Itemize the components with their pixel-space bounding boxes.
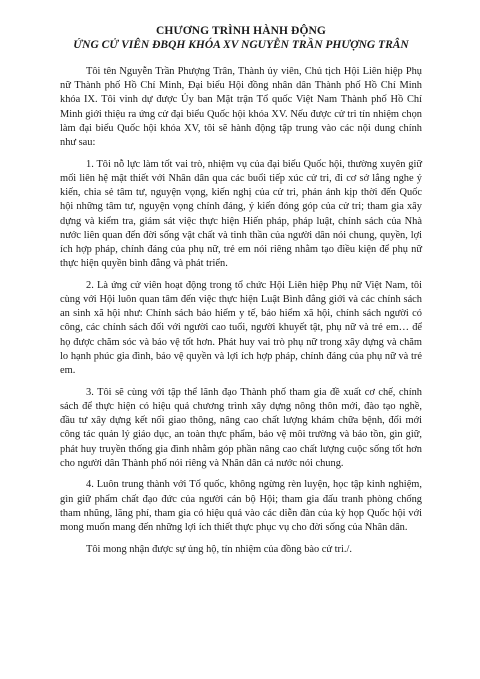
action-item-1: 1. Tôi nỗ lực làm tốt vai trò, nhiệm vụ của đại biểu Quốc hội, thường xuyên giữ mối liên hệ mật thiết với Nhân dân qua các buổi tiếp xúc cử tri, đi cơ sở lắng nghe ý kiến, chia sẻ tâm tư, nguyện vọng, kiến nghị của cử tri, phản ánh kịp thời đến Quốc hội những tâm tư, nguyện vọng chính đáng, ý kiến đóng góp của cử tri; tham gia xây dựng và kiểm tra, giám sát việc thực hiện Hiến pháp, pháp luật, chính sách của Nhà nước liên quan đến đời sống vật chất và tinh thần của người dân nói chung, quyền, lợi ích hợp pháp, chính đáng của phụ nữ, trẻ em nói riêng nhằm tạo điều kiện để phụ nữ thực hiện quyền bình đẳng và phát triển. <box>60 158 422 270</box>
document-title: CHƯƠNG TRÌNH HÀNH ĐỘNG <box>156 25 326 37</box>
action-item-4: 4. Luôn trung thành với Tổ quốc, không ngừng rèn luyện, học tập kinh nghiệm, gìn giữ phẩm chất đạo đức của người cán bộ Hội; tham gia đấu tranh phòng chống tham nhũng, lãng phí, tham gia có hiệu quả vào các diễn đàn của kỳ họp Quốc hội với mong muốn mang đến những lợi ích thiết thực phục vụ cho đời sống của Nhân dân. <box>60 479 422 534</box>
closing-paragraph: Tôi mong nhận được sự ủng hộ, tín nhiệm của đồng bào cử tri./. <box>86 543 352 555</box>
intro-paragraph: Tôi tên Nguyễn Trần Phượng Trân, Thành ủy viên, Chủ tịch Hội Liên hiệp Phụ nữ Thành phố Hồ Chí Minh, Đại biểu Hội đồng nhân dân Thành phố Hồ Chí Minh khóa IX. Tôi vinh dự được Ủy ban Mặt trận Tổ quốc Việt Nam Thành phố Hồ Chí Minh giới thiệu ra ứng cử đại biểu Quốc hội khóa XV. Nếu được cử tri tín nhiệm chọn làm đại biểu Quốc hội khóa XV, tôi sẽ hành động tập trung vào các nội dung chính như sau: <box>60 66 422 149</box>
action-item-2: 2. Là ứng cử viên hoạt động trong tổ chức Hội Liên hiệp Phụ nữ Việt Nam, tôi cùng với Hội luôn quan tâm đến việc thực hiện Luật Bình đẳng giới và các chính sách an sinh xã hội như: Chính sách bảo hiểm y tế, bảo hiểm xã hội, chính sách người có công, các chính sách đối với người cao tuổi, người khuyết tật, phụ nữ và trẻ em… để họ được chăm sóc và bảo vệ tốt hơn. Phát huy vai trò phụ nữ trong xây dựng và chăm lo hạnh phúc gia đình, bảo vệ quyền và lợi ích hợp pháp, chính đáng của phụ nữ và trẻ em. <box>60 279 422 377</box>
action-item-3: 3. Tôi sẽ cùng với tập thể lãnh đạo Thành phố tham gia đề xuất cơ chế, chính sách để thực hiện có hiệu quả chương trình xây dựng nông thôn mới, đào tạo nghề, đầu tư xây dựng kết nối giao thông, nâng cao chất lượng khám chữa bệnh, đổi mới công tác quản lý giáo dục, an toàn thực phẩm, bảo vệ môi trường và bảo tồn, gìn giữ, phát huy truyền thống gia đình nhằm góp phần nâng cao chất lượng cuộc sống tốt hơn cho người dân Thành phố nói riêng và Nhân dân cả nước nói chung. <box>60 386 422 469</box>
document-subtitle: ỨNG CỬ VIÊN ĐBQH KHÓA XV NGUYỄN TRẦN PHƯỢNG TRÂN <box>73 39 409 51</box>
